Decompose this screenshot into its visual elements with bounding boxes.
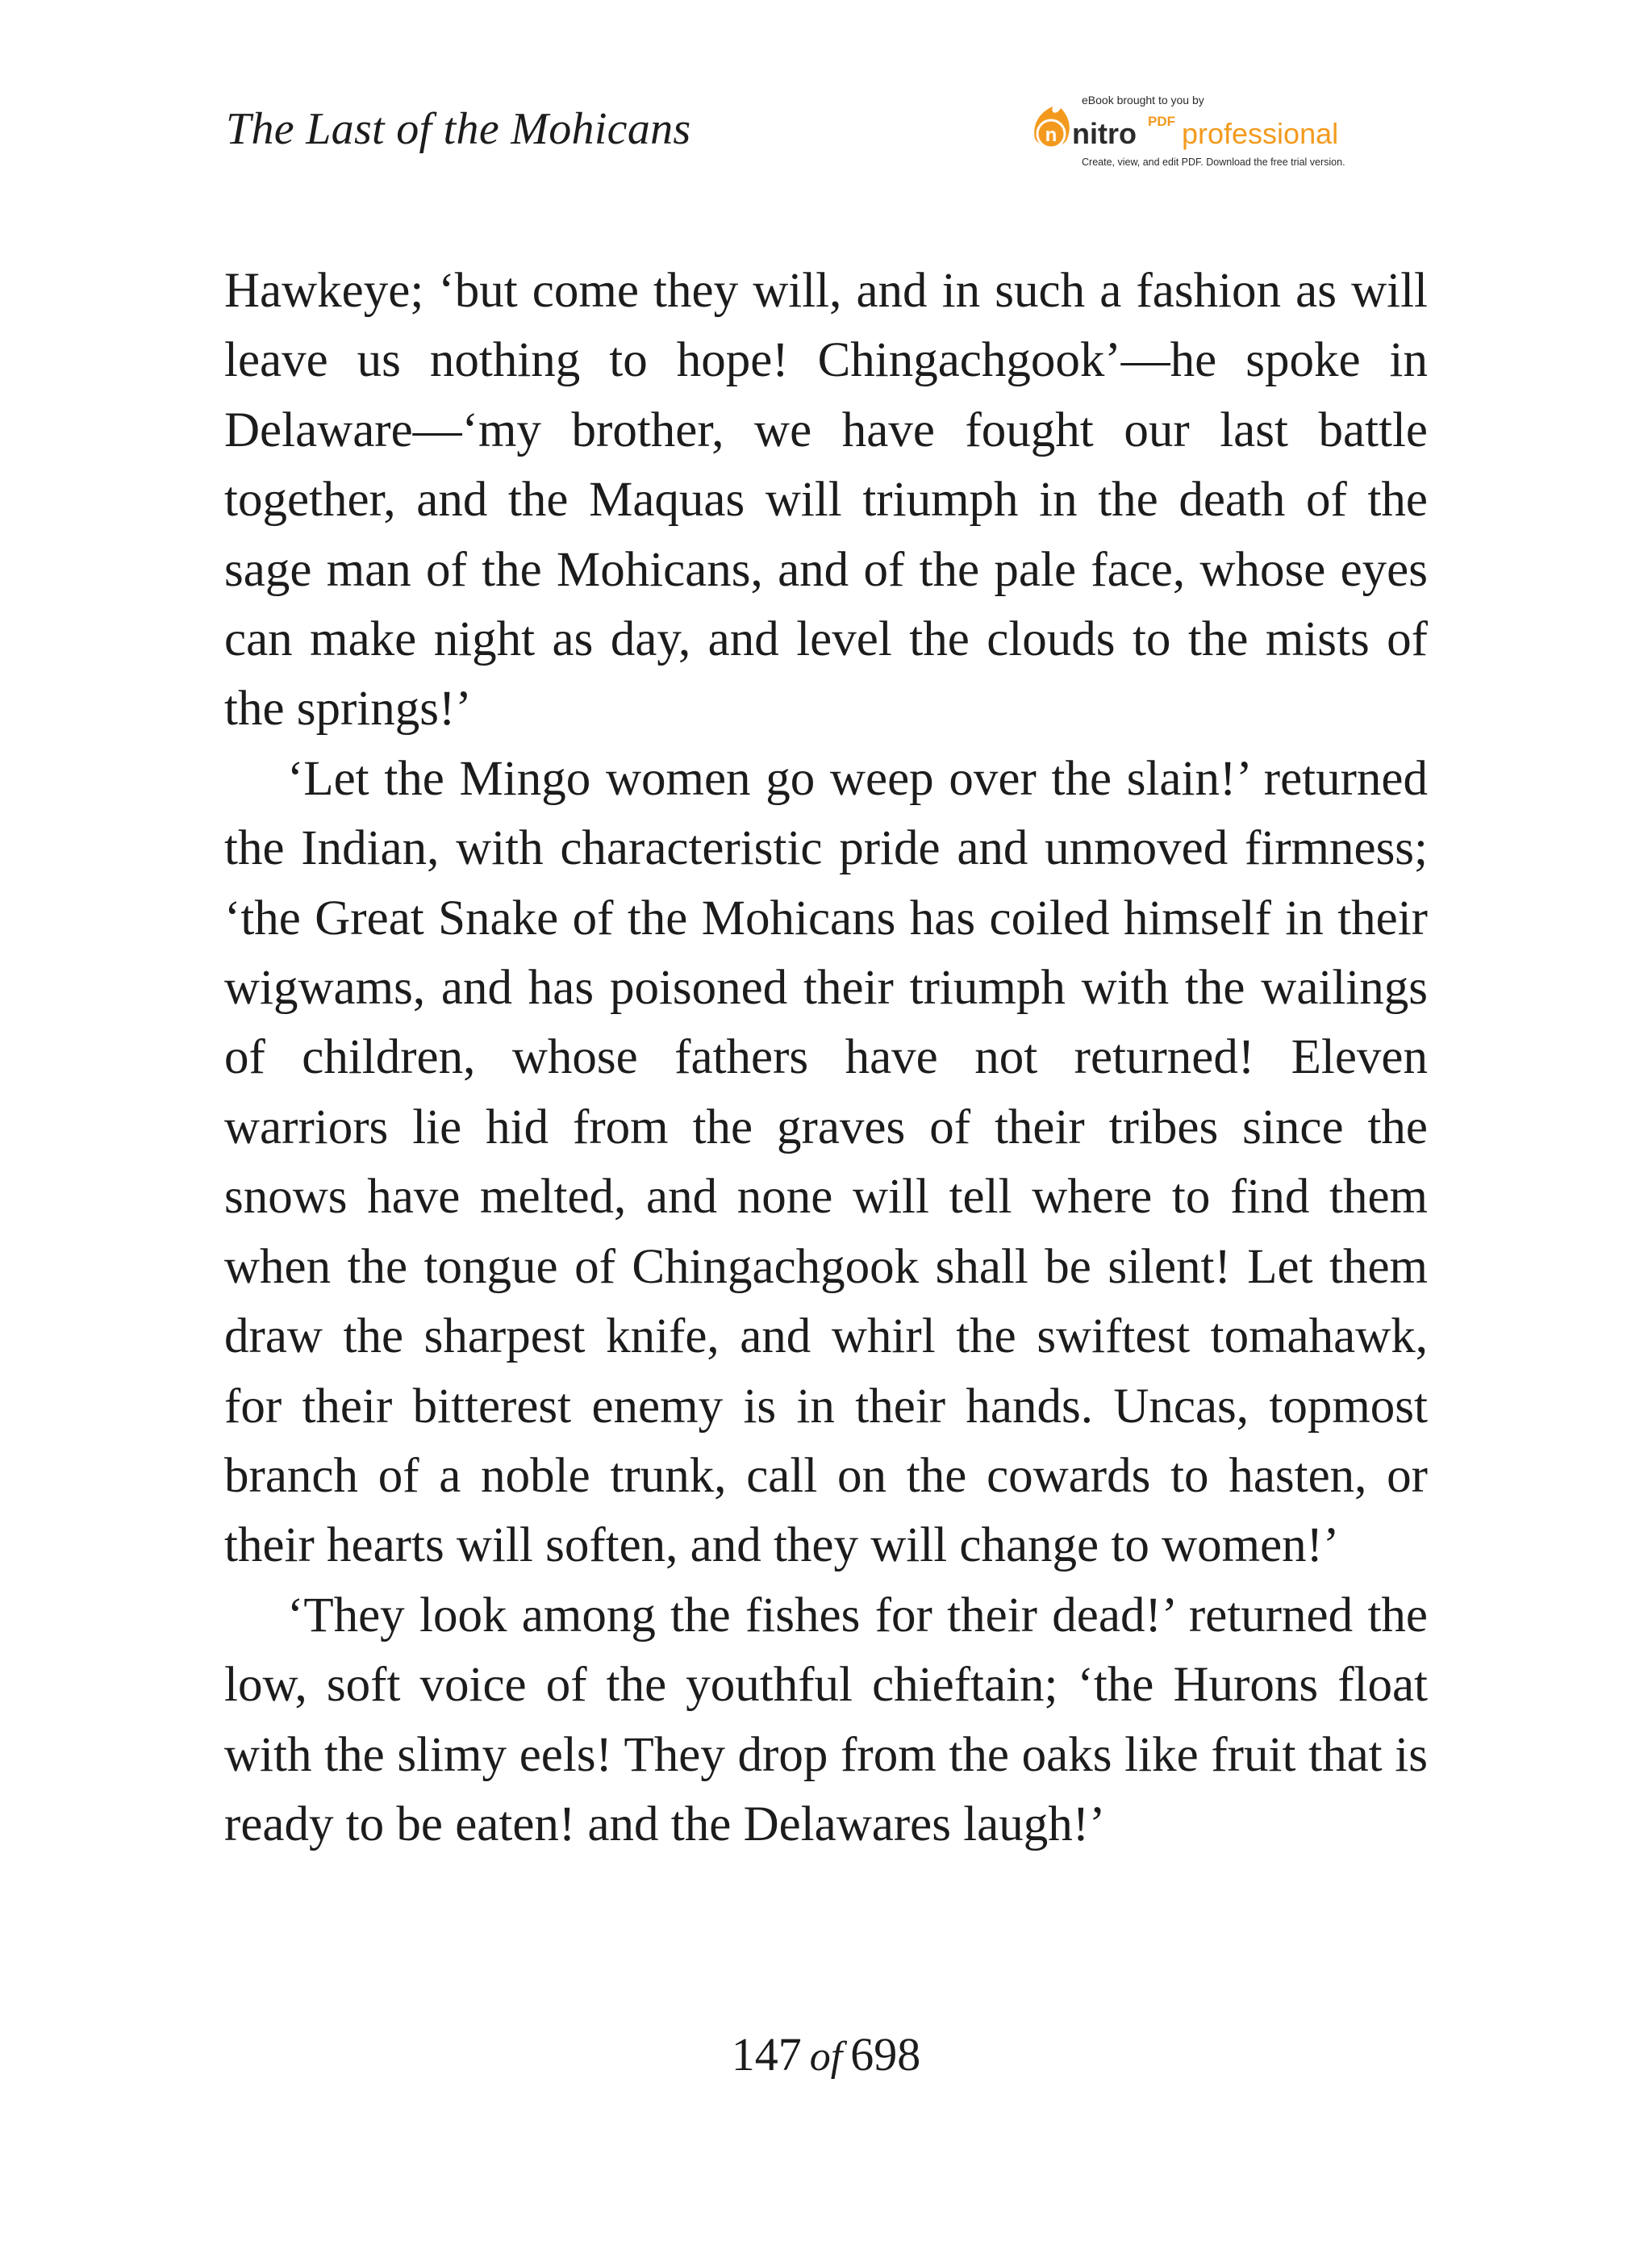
running-title: The Last of the Mohicans	[226, 104, 691, 154]
paragraph: ‘Let the Mingo women go weep over the slain!’ returned the Indian, with characteristic pride and unmoved firmness; ‘the Great Snake of the Mohicans has coiled himself in their wigwams, and has poisoned their triumph with the wailings of children, whose fathers have not returned! Eleven warriors lie hid from the graves of their tribes since the snows have melted, and none will tell where to find them when the tongue of Chingachgook shall be silent! Let them draw the sharpest knife, and whirl the swiftest tomahawk, for their bitterest enemy is in their hands. Uncas, topmost branch of a noble trunk, call on the cowards to hasten, or their hearts will soften, and they will change to women!’	[224, 751, 1428, 1573]
paragraph: ‘They look among the fishes for their dead!’ returned the low, soft voice of the youthful chieftain; ‘the Hurons float with the slimy eels! They drop from the oaks like fruit that is ready to be eaten! and the Delawares laugh!’	[224, 1588, 1428, 1851]
banner-product: professional	[1182, 117, 1339, 150]
paragraph: Hawkeye; ‘but come they will, and in such a fashion as will leave us nothing to hope! Chingachgook’—he spoke in Delaware—‘my brother, we have fought our last battle together, and the Maquas will triumph in the death of the sage man of the Mohicans, and of the pale face, whose eyes can make night as day, and level the clouds to the mists of the springs!’	[224, 264, 1428, 737]
banner-brought-by: eBook brought to you by	[1082, 94, 1204, 106]
nitro-flame-icon	[1034, 106, 1070, 148]
banner-brand: nitro	[1072, 117, 1137, 150]
banner-brand-superscript: PDF	[1148, 114, 1175, 129]
page-number	[0, 2028, 1652, 2081]
page-body-text	[224, 257, 1428, 1860]
nitro-pdf-logo	[1028, 90, 1416, 171]
svg-text:n: n	[1045, 124, 1058, 146]
page-number-of: of	[809, 2034, 843, 2080]
banner-tagline: Create, view, and edit PDF. Download the free trial version.	[1082, 157, 1345, 168]
current-page-number: 147	[731, 2028, 802, 2081]
ebook-banner[interactable]	[1028, 90, 1416, 171]
total-page-count: 698	[850, 2028, 921, 2081]
